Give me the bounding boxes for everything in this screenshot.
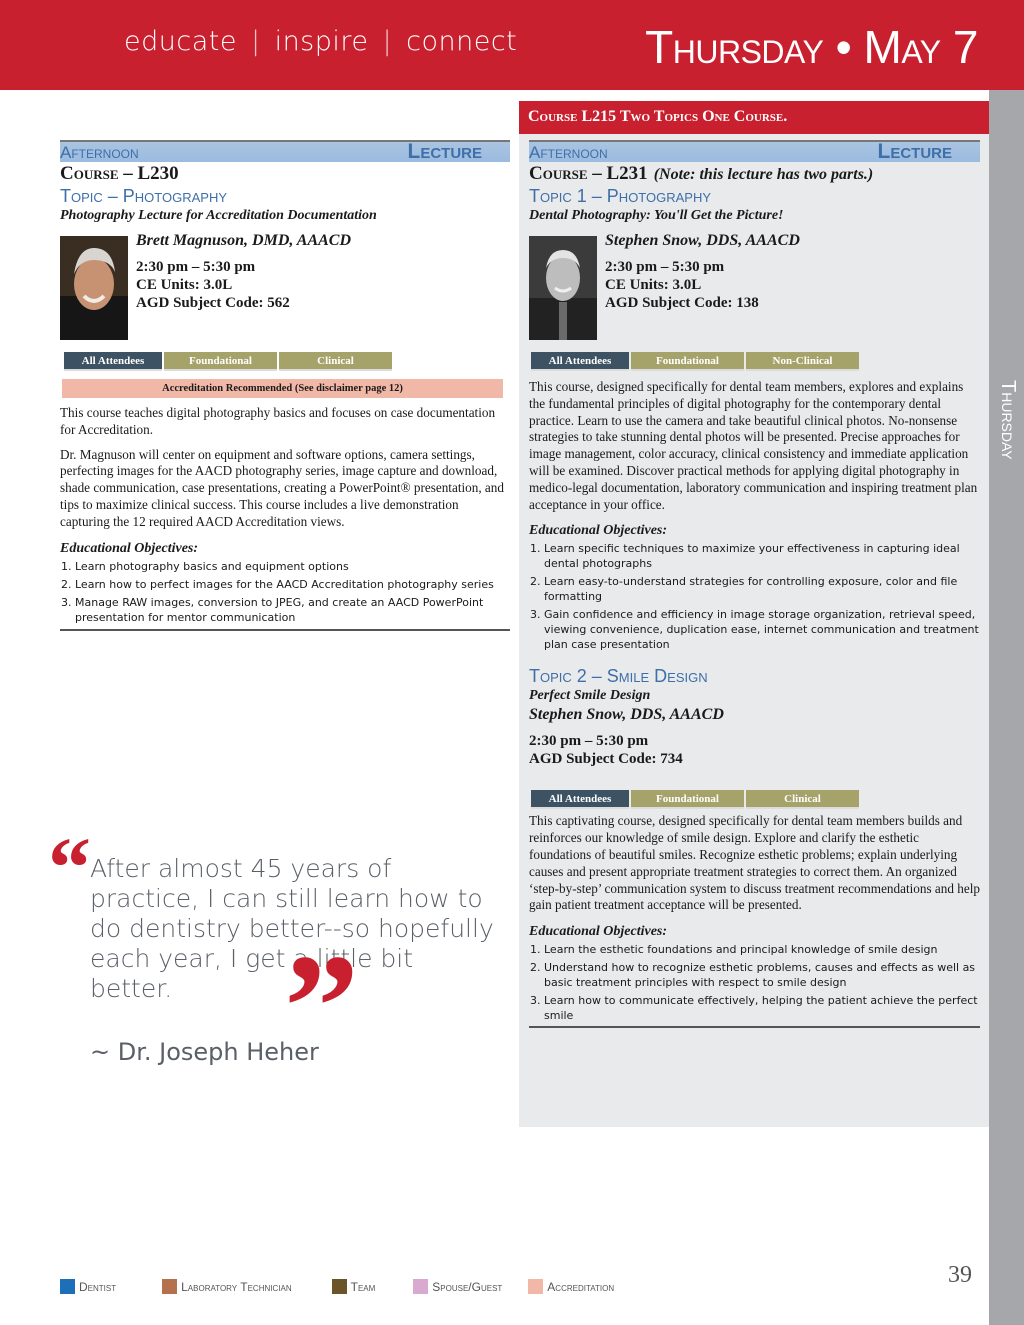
course-code: Course – L231 — [529, 163, 648, 184]
objectives-heading: Educational Objectives: — [529, 924, 668, 940]
objective-item: 2. Understand how to recognize esthetic problems, causes and effects as well as basic treatment principles with respect to smile design — [544, 960, 980, 990]
course-topic: Topic – Photography — [60, 186, 228, 206]
agd-code: AGD Subject Code: 562 — [136, 295, 290, 311]
tag-foundational: Foundational — [631, 790, 744, 809]
audience-tags — [64, 352, 510, 371]
tag-all-attendees: All Attendees — [531, 352, 629, 371]
legend-item-team — [332, 1279, 376, 1294]
speaker-info — [136, 232, 352, 340]
speaker-name: Stephen Snow, DDS, AAACD — [605, 232, 800, 249]
objective-item: 1. Learn specific techniques to maximize your effectiveness in capturing ideal dental photographs — [544, 541, 980, 571]
legend-swatch — [162, 1279, 177, 1294]
legend-swatch — [413, 1279, 428, 1294]
course-time: 2:30 pm – 5:30 pm — [136, 259, 256, 275]
topic-2-speaker: Stephen Snow, DDS, AAACD — [529, 706, 724, 724]
section-divider — [529, 1026, 980, 1028]
tag-all-attendees: All Attendees — [531, 790, 629, 809]
page-header — [0, 0, 1024, 90]
audience-tags — [531, 352, 980, 371]
topic-2-description: This captivating course, designed specifically for dental team members builds and reinforces our knowledge of smile design. Explore and clarify the esthetic foundations of beautiful smiles. Recognize esthetic problems; explain underlying causes and present appropriate treatment strategies to correct them. An organized ‘step-by-step’ communication system to discuss treatment recommendations and help gain patient treatment acceptance will be presented. — [529, 813, 980, 913]
session-bar — [60, 140, 510, 162]
course-details — [136, 258, 351, 312]
session-kind: Lecture — [877, 140, 952, 163]
legend-label: Accreditation — [547, 1279, 615, 1294]
quote-text: After almost 45 years of practice, I can still learn how to do dentistry better--so hopefully each year, I get a little bit better. — [90, 854, 494, 1003]
course-topic: Topic 1 – Photography — [529, 186, 712, 206]
tag-foundational: Foundational — [164, 352, 277, 371]
objective-item: 3. Learn how to communicate effectively, helping the patient achieve the perfect smile — [544, 993, 980, 1023]
page-number: 39 — [948, 1262, 972, 1288]
legend-item-spouse-guest — [413, 1279, 502, 1294]
course-description: This course, designed specifically for dental team members, explores and explains the fundamental principles of digital photography for the contemporary dental practice. Learn to use the camera and take beautiful clinical photos. No-nonsense strategies to take stunning dental photos will be presented. Precise approaches for image management, color accuracy, clinical consistency and immediate application will be examined. Discover practical methods for applying digital photography in medico-legal documentation, laboratory communication and inspiring treatment plan acceptance in your office. — [529, 379, 978, 512]
objectives-heading: Educational Objectives: — [529, 523, 668, 539]
tag-all-attendees: All Attendees — [64, 352, 162, 371]
section-divider — [60, 629, 510, 631]
tagline-separator: | — [382, 26, 393, 57]
course-time: 2:30 pm – 5:30 pm — [605, 259, 725, 275]
topic-2-details — [529, 732, 980, 768]
objective-item: 1. Learn photography basics and equipment options — [75, 559, 510, 574]
legend-label: Team — [350, 1279, 376, 1294]
session-kind: Lecture — [407, 140, 482, 163]
objectives-list — [529, 942, 980, 1023]
objective-item: 1. Learn the esthetic foundations and principal knowledge of smile design — [544, 942, 980, 957]
topic-2-subtitle: Perfect Smile Design — [529, 688, 651, 704]
legend-item-dentist — [60, 1279, 116, 1294]
tagline-connect: connect — [406, 26, 518, 57]
speaker-photo — [60, 236, 128, 340]
speaker-row — [60, 232, 510, 340]
course-time: 2:30 pm – 5:30 pm — [529, 733, 649, 750]
objectives-list — [60, 559, 510, 625]
course-title: Course – L230 — [60, 163, 179, 184]
quote-author: ~ Dr. Joseph Heher — [90, 1038, 319, 1066]
tag-foundational: Foundational — [631, 352, 744, 371]
sidebar-day-text: Thursday — [997, 380, 1019, 460]
legend-label: Laboratory Technician — [181, 1279, 292, 1294]
tag-non-clinical: Non-Clinical — [746, 352, 859, 371]
legend-swatch — [60, 1279, 75, 1294]
legend-item-accreditation — [528, 1279, 614, 1294]
ce-units: CE Units: 3.0L — [136, 277, 233, 293]
course-subtitle: Dental Photography: You'll Get the Picture! — [529, 208, 784, 223]
objectives-list — [529, 541, 980, 652]
tagline-separator: | — [250, 26, 261, 57]
tag-clinical: Clinical — [279, 352, 392, 371]
speaker-row — [529, 232, 980, 340]
sidebar-day-label — [989, 380, 1024, 500]
session-slot: Afternoon — [60, 143, 139, 162]
objective-item: 3. Gain confidence and efficiency in image storage organization, retrieval speed, viewing convenience, duplication ease, internet communication and treatment plan case presentation — [544, 607, 980, 652]
session-bar — [529, 140, 980, 162]
speaker-photo — [529, 236, 597, 340]
course-note: (Note: this lecture has two parts.) — [653, 166, 874, 183]
close-quote-mark: ” — [284, 924, 359, 1090]
tagline-inspire: inspire — [274, 26, 369, 57]
audience-tags — [531, 790, 980, 809]
course-l230 — [60, 140, 510, 631]
audience-legend — [60, 1279, 614, 1294]
session-slot: Afternoon — [529, 143, 608, 162]
open-quote-mark: “ — [48, 819, 91, 915]
course-description: This course teaches digital photography basics and focuses on case documentation for Accreditation. — [60, 405, 496, 437]
legend-label: Dentist — [79, 1279, 117, 1294]
course-subtitle: Photography Lecture for Accreditation Documentation — [60, 208, 377, 223]
sidebar-strip — [989, 90, 1024, 1325]
course-banner: Course L215 Two Topics One Course. — [519, 101, 989, 134]
day-title: Thursday • May 7 — [645, 21, 978, 73]
objective-item: 2. Learn how to perfect images for the AACD Accreditation photography series — [75, 577, 510, 592]
topic-2-title: Topic 2 – Smile Design — [529, 666, 708, 687]
agd-code: AGD Subject Code: 734 — [529, 751, 683, 768]
objective-item: 2. Learn easy-to-understand strategies for controlling exposure, color and file formatting — [544, 574, 980, 604]
course-title — [529, 163, 980, 185]
agd-code: AGD Subject Code: 138 — [605, 295, 759, 311]
objectives-heading: Educational Objectives: — [60, 540, 199, 556]
ce-units: CE Units: 3.0L — [605, 277, 702, 293]
legend-swatch — [528, 1279, 543, 1294]
legend-label: Spouse/Guest — [432, 1279, 503, 1294]
legend-swatch — [332, 1279, 347, 1294]
tagline-educate: educate — [124, 26, 237, 57]
speaker-name: Brett Magnuson, DMD, AAACD — [136, 232, 352, 249]
course-details — [605, 258, 800, 312]
tagline — [124, 26, 517, 57]
speaker-info — [605, 232, 800, 340]
course-l231 — [529, 140, 980, 1028]
objective-item: 3. Manage RAW images, conversion to JPEG, and create an AACD PowerPoint presentation for mentor communication — [75, 595, 510, 625]
course-description-detail: Dr. Magnuson will center on equipment and software options, camera settings, perfecting images for the AACD photography series, image capture and download, shade communication, case presentations, creating a PowerPoint® presentation, and tips to maximize clinical success. This course includes a live demonstration capturing the 12 required AACD Accreditation views. — [60, 446, 504, 529]
tag-clinical: Clinical — [746, 790, 859, 809]
legend-item-laboratory-technician — [162, 1279, 291, 1294]
accreditation-note: Accreditation Recommended (See disclaimer page 12) — [62, 379, 503, 398]
